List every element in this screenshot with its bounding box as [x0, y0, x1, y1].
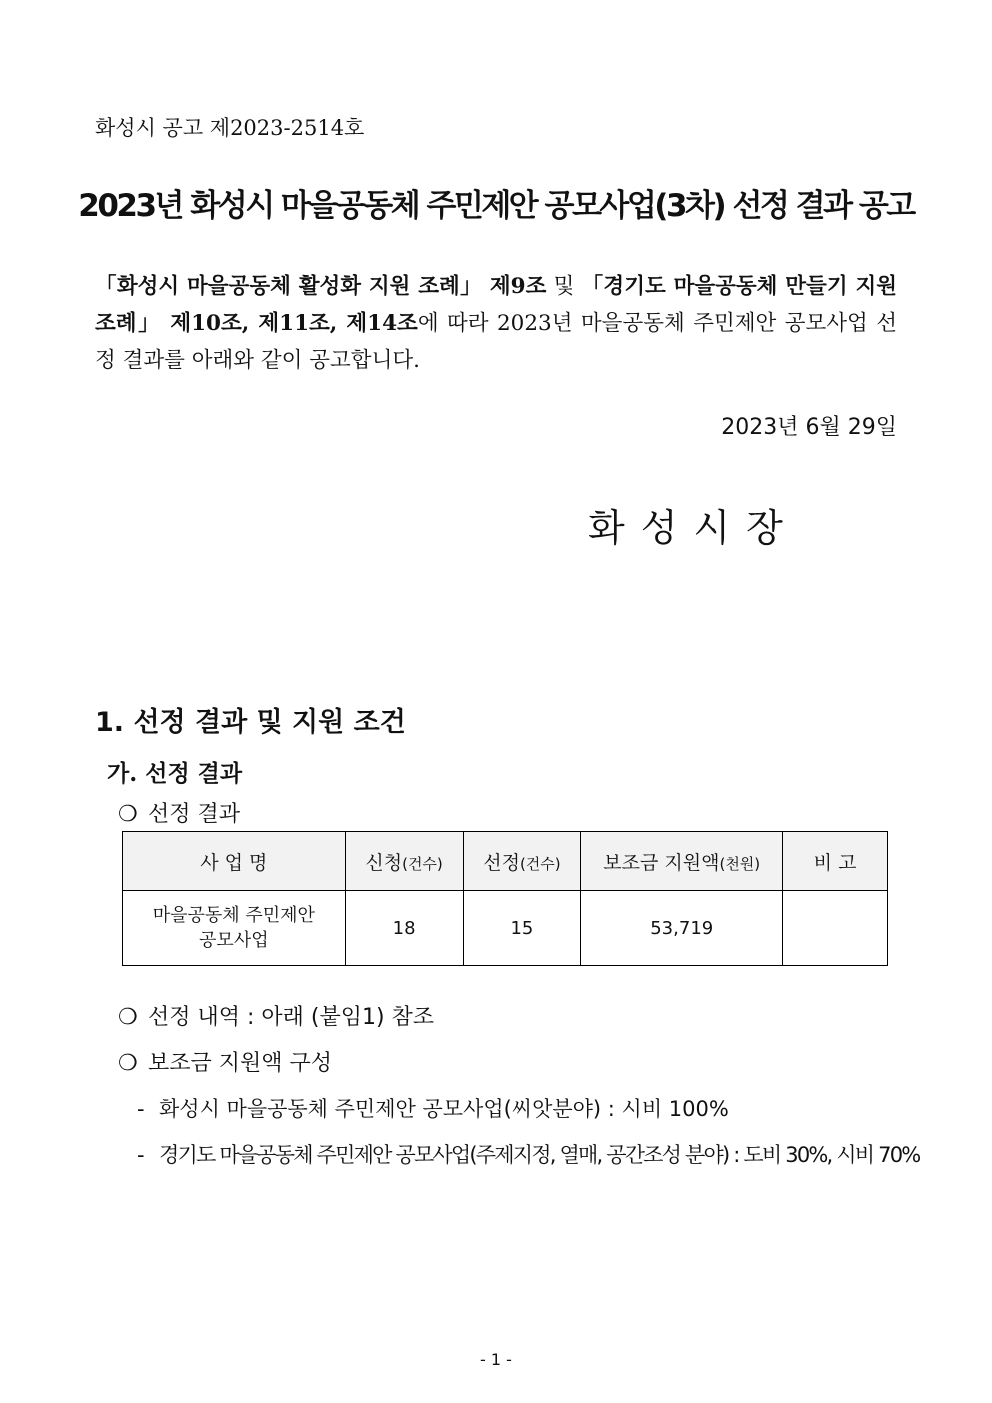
- header-project-name: 사 업 명: [123, 832, 346, 891]
- header-selected-unit: (건수): [519, 854, 561, 873]
- cell-project-name-line1: 마을공동체 주민제안: [152, 905, 315, 926]
- header-note: 비 고: [783, 832, 888, 891]
- section-heading: 1. 선정 결과 및 지원 조건: [95, 707, 406, 738]
- circle-bullet-icon: ❍: [118, 1005, 138, 1030]
- intro-paragraph: [95, 268, 897, 379]
- header-selected-label: 선정: [483, 851, 520, 874]
- circle-bullet-icon: ❍: [118, 1051, 138, 1076]
- header-applied: [345, 832, 463, 891]
- header-selected: [463, 832, 581, 891]
- dash-item-text: 경기도 마을공동체 주민제안 공모사업(주제지정, 열매, 공간조성 분야) : 도비 30%, 시비 70%: [159, 1143, 920, 1167]
- bullet-selection-result: [118, 797, 240, 828]
- selection-result-table: [122, 831, 888, 966]
- table-header-row: [123, 832, 888, 891]
- cell-note: [783, 891, 888, 966]
- circle-bullet-icon: ❍: [118, 802, 138, 827]
- dash-bullet-icon: -: [137, 1097, 145, 1121]
- intro-ordinance-2: 「경기도 마을공동체 만들기 지원 조례」 제10조, 제11조, 제14조: [95, 274, 897, 336]
- intro-conjunction: 및: [546, 274, 582, 299]
- cell-project-name: [123, 891, 346, 966]
- header-applied-label: 신청: [365, 851, 403, 874]
- bullet-subsidy-composition: [118, 1046, 332, 1077]
- header-subsidy-unit: (천원): [719, 854, 761, 873]
- header-subsidy-label: 보조금 지원액: [603, 851, 720, 874]
- dash-item-text: 화성시 마을공동체 주민제안 공모사업(씨앗분야) : 시비 100%: [159, 1097, 729, 1121]
- dash-item-gyeonggi: [137, 1139, 919, 1169]
- cell-selected: 15: [463, 891, 581, 966]
- dash-bullet-icon: -: [137, 1143, 145, 1167]
- cell-subsidy: 53,719: [581, 891, 783, 966]
- cell-project-name-line2: 공모사업: [199, 930, 269, 951]
- header-subsidy: [581, 832, 783, 891]
- notice-number: 화성시 공고 제2023-2514호: [95, 116, 365, 140]
- document-title: 2023년 화성시 마을공동체 주민제안 공모사업(3차) 선정 결과 공고: [78, 188, 914, 224]
- table-row: [123, 891, 888, 966]
- page-number: - 1 -: [480, 1350, 512, 1369]
- bullet-selection-details: [118, 1000, 434, 1031]
- issuer-name: 화성시장: [588, 506, 799, 550]
- subsection-heading: 가. 선정 결과: [107, 760, 243, 787]
- intro-body: 에 따라 2023년 마을공동체 주민제안 공모사업 선정 결과를 아래와 같이 공고합니다.: [95, 311, 897, 373]
- cell-applied: 18: [345, 891, 463, 966]
- bullet-text: 보조금 지원액 구성: [148, 1051, 333, 1076]
- dash-item-hwaseong: [137, 1093, 729, 1123]
- bullet-text: 선정 내역 : 아래 (붙임1) 참조: [148, 1005, 435, 1030]
- bullet-text: 선정 결과: [148, 802, 241, 827]
- intro-ordinance-1: 「화성시 마을공동체 활성화 지원 조례」 제9조: [95, 274, 547, 299]
- header-applied-unit: (건수): [402, 854, 443, 873]
- announcement-date: 2023년 6월 29일: [721, 415, 897, 440]
